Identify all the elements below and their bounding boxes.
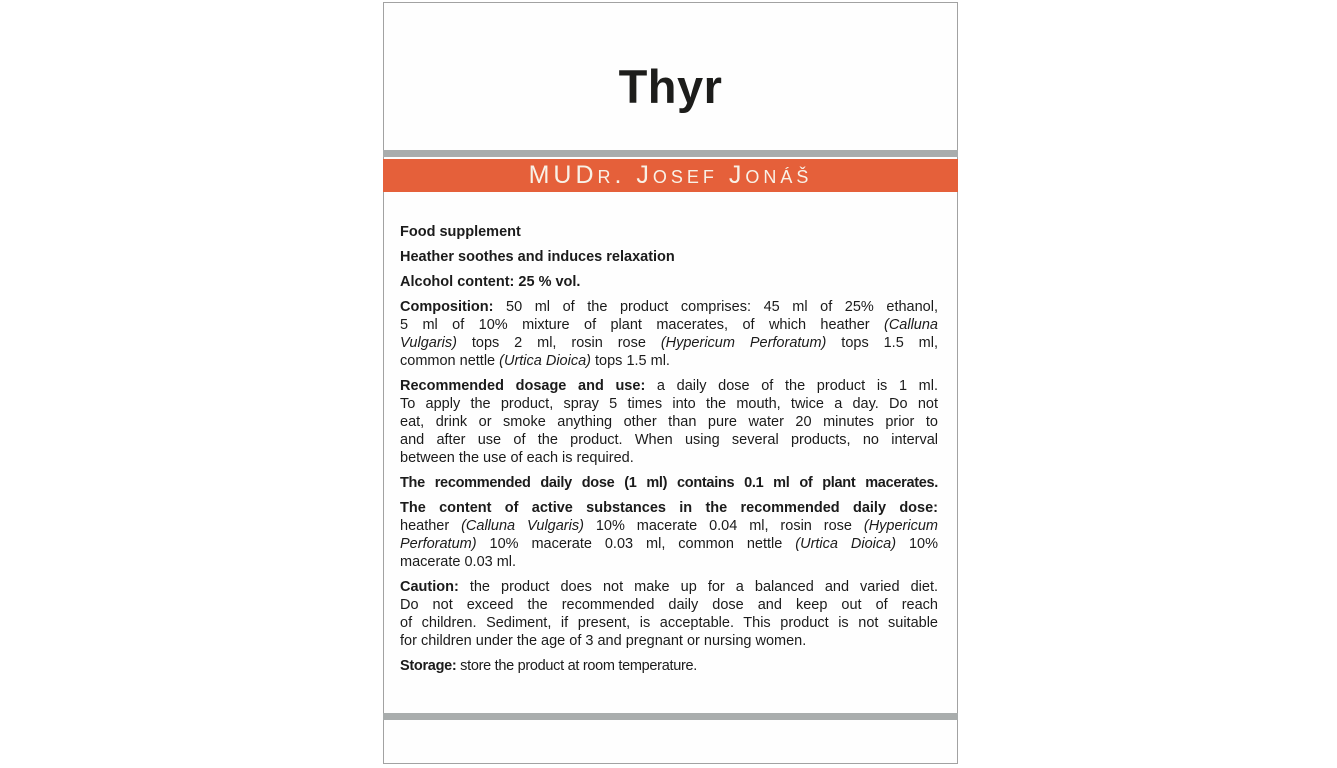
paragraph-claim-heading <box>400 248 938 266</box>
brand-banner <box>383 159 958 192</box>
text-line: 5 ml of 10% mixture of plant macerates, of which heather (Calluna <box>400 317 938 333</box>
text-line: To apply the product, spray 5 times into the mouth, twice a day. Do not <box>400 396 938 412</box>
paragraph-dosage-and-use <box>400 377 938 467</box>
text-line: Storage: store the product at room temperature. <box>400 658 697 674</box>
text-line: Heather soothes and induces relaxation <box>400 249 675 265</box>
paragraph-composition <box>400 298 938 370</box>
text-line: Do not exceed the recommended daily dose and keep out of reach <box>400 597 938 613</box>
text-line: Caution: the product does not make up for a balanced and varied diet. <box>400 579 938 595</box>
product-name: Thyr <box>618 60 723 113</box>
text-line: The content of active substances in the recommended daily dose: <box>400 500 938 516</box>
text-line: Perforatum) 10% macerate 0.03 ml, common nettle (Urtica Dioica) 10% <box>400 536 938 552</box>
text-line: macerate 0.03 ml. <box>400 554 517 570</box>
paragraph-food-supplement-heading <box>400 223 938 241</box>
paragraph-storage <box>400 657 938 675</box>
paragraph-alcohol-content <box>400 273 938 291</box>
text-line: Vulgaris) tops 2 ml, rosin rose (Hypericum Perforatum) tops 1.5 ml, <box>400 335 938 351</box>
text-line: Alcohol content: 25 % vol. <box>400 274 581 290</box>
text-line: Composition: 50 ml of the product comprises: 45 ml of 25% ethanol, <box>400 299 938 315</box>
text-line: between the use of each is required. <box>400 450 634 466</box>
text-line: for children under the age of 3 and pregnant or nursing women. <box>400 633 807 649</box>
text-line: Recommended dosage and use: a daily dose of the product is 1 ml. <box>400 378 938 394</box>
supplement-label-page <box>383 2 958 764</box>
brand-name: MUDr. Josef Jonáš <box>528 161 813 189</box>
label-body-text <box>400 223 938 682</box>
text-line: of children. Sediment, if present, is acceptable. This product is not suitable <box>400 615 938 631</box>
text-line: common nettle (Urtica Dioica) tops 1.5 ml. <box>400 353 670 369</box>
paragraph-active-substances <box>400 499 938 571</box>
paragraph-daily-dose-statement <box>400 474 938 492</box>
text-line: and after use of the product. When using several products, no interval <box>400 432 938 448</box>
bottom-divider-bar <box>383 713 958 720</box>
text-line: The recommended daily dose (1 ml) contains 0.1 ml of plant macerates. <box>400 475 938 491</box>
text-line: heather (Calluna Vulgaris) 10% macerate 0.04 ml, rosin rose (Hypericum <box>400 518 938 534</box>
top-divider-bar <box>383 150 958 157</box>
paragraph-caution <box>400 578 938 650</box>
text-line: eat, drink or smoke anything other than pure water 20 minutes prior to <box>400 414 938 430</box>
text-line: Food supplement <box>400 224 521 240</box>
